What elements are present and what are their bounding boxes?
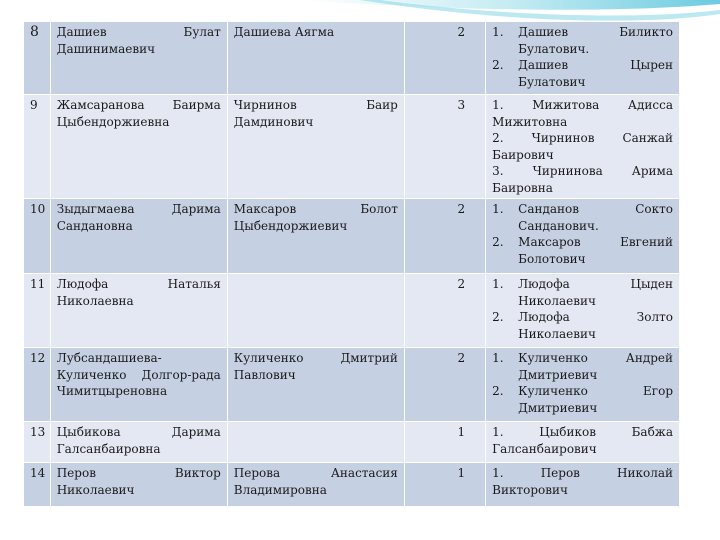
parent-name-cell: Зыдыгмаева Дарима Сандановна <box>50 199 227 274</box>
children-count-cell: 3 <box>404 95 485 199</box>
children-count-cell: 2 <box>404 199 485 274</box>
child-name: Дашиев Биликто Булатович. <box>518 25 673 56</box>
row-number-cell: 10 <box>24 199 51 274</box>
table-row <box>24 463 680 507</box>
list-item <box>492 57 673 90</box>
table-row <box>24 199 680 274</box>
child-name: Санданов Сокто Санданович. <box>518 202 673 233</box>
list-item <box>492 201 673 234</box>
row-number-cell: 13 <box>24 422 51 463</box>
children-list-cell <box>486 274 680 348</box>
children-list <box>492 276 673 342</box>
list-item <box>492 350 673 383</box>
row-number-cell: 14 <box>24 463 51 507</box>
spouse-name-cell <box>227 422 404 463</box>
parent-name-cell: Дашиев Булат Дашинимаевич <box>50 22 227 95</box>
child-name: 1. Перов Николай Викторович <box>492 466 673 497</box>
list-item <box>492 276 673 309</box>
list-item-number: 2. <box>492 235 504 249</box>
table-row <box>24 274 680 348</box>
row-number-cell: 12 <box>24 348 51 422</box>
child-name: 2. Чирнинов Санжай Баирович <box>492 131 673 162</box>
table-row <box>24 422 680 463</box>
table-row <box>24 22 680 95</box>
list-item-number: 2. <box>492 58 504 72</box>
family-table <box>23 21 680 507</box>
spouse-name-cell: Чирнинов Баир Дамдинович <box>227 95 404 199</box>
list-item <box>492 383 673 416</box>
list-item-number: 2. <box>492 384 504 398</box>
row-number-cell: 9 <box>24 95 51 199</box>
children-list-cell <box>486 199 680 274</box>
list-item <box>492 24 673 57</box>
child-name: 1. Мижитова Адисса Мижитовна <box>492 98 673 129</box>
row-number-cell: 8 <box>24 22 51 95</box>
child-name: Дашиев Цырен Булатович <box>518 58 673 89</box>
child-name: 3. Чирнинова Арима Баировна <box>492 164 673 195</box>
children-count-cell: 2 <box>404 22 485 95</box>
parent-name-cell: Цыбикова Дарима Галсанбаировна <box>50 422 227 463</box>
list-item <box>492 309 673 342</box>
spouse-name-cell <box>227 274 404 348</box>
parent-name-cell: Лубсандашиева-Куличенко Долгор-рада Чимитцыреновна <box>50 348 227 422</box>
list-item-number: 2. <box>492 310 504 324</box>
children-list-cell <box>486 422 680 463</box>
table-row <box>24 95 680 199</box>
children-count-cell: 1 <box>404 422 485 463</box>
spouse-name-cell: Куличенко Дмитрий Павлович <box>227 348 404 422</box>
children-list <box>492 201 673 267</box>
children-list <box>492 24 673 90</box>
parent-name-cell: Перов Виктор Николаевич <box>50 463 227 507</box>
list-item-number: 1. <box>492 351 504 365</box>
children-count-cell: 1 <box>404 463 485 507</box>
list-item-number: 1. <box>492 25 504 39</box>
parent-name-cell: Людофа Наталья Николаевна <box>50 274 227 348</box>
spouse-name-cell: Перова Анастасия Владимировна <box>227 463 404 507</box>
children-count-cell: 2 <box>404 348 485 422</box>
child-name: Куличенко Егор Дмитриевич <box>518 384 673 415</box>
children-list-cell <box>486 95 680 199</box>
list-item <box>492 234 673 267</box>
parent-name-cell: Жамсаранова Баирма Цыбендоржиевна <box>50 95 227 199</box>
spouse-name-cell: Дашиева Аягма <box>227 22 404 95</box>
table-row <box>24 348 680 422</box>
child-name: Людофа Цыден Николаевич <box>518 277 673 308</box>
children-list-cell <box>486 22 680 95</box>
list-item-number: 1. <box>492 277 504 291</box>
row-number-cell: 11 <box>24 274 51 348</box>
children-list-cell <box>486 348 680 422</box>
child-name: Максаров Евгений Болотович <box>518 235 673 266</box>
child-name: 1. Цыбиков Бабжа Галсанбаирович <box>492 425 673 456</box>
children-list <box>492 350 673 416</box>
spouse-name-cell: Максаров Болот Цыбендоржиевич <box>227 199 404 274</box>
child-name: Людофа Золто Николаевич <box>518 310 673 341</box>
children-count-cell: 2 <box>404 274 485 348</box>
list-item-number: 1. <box>492 202 504 216</box>
children-list-cell <box>486 463 680 507</box>
child-name: Куличенко Андрей Дмитриевич <box>518 351 673 382</box>
